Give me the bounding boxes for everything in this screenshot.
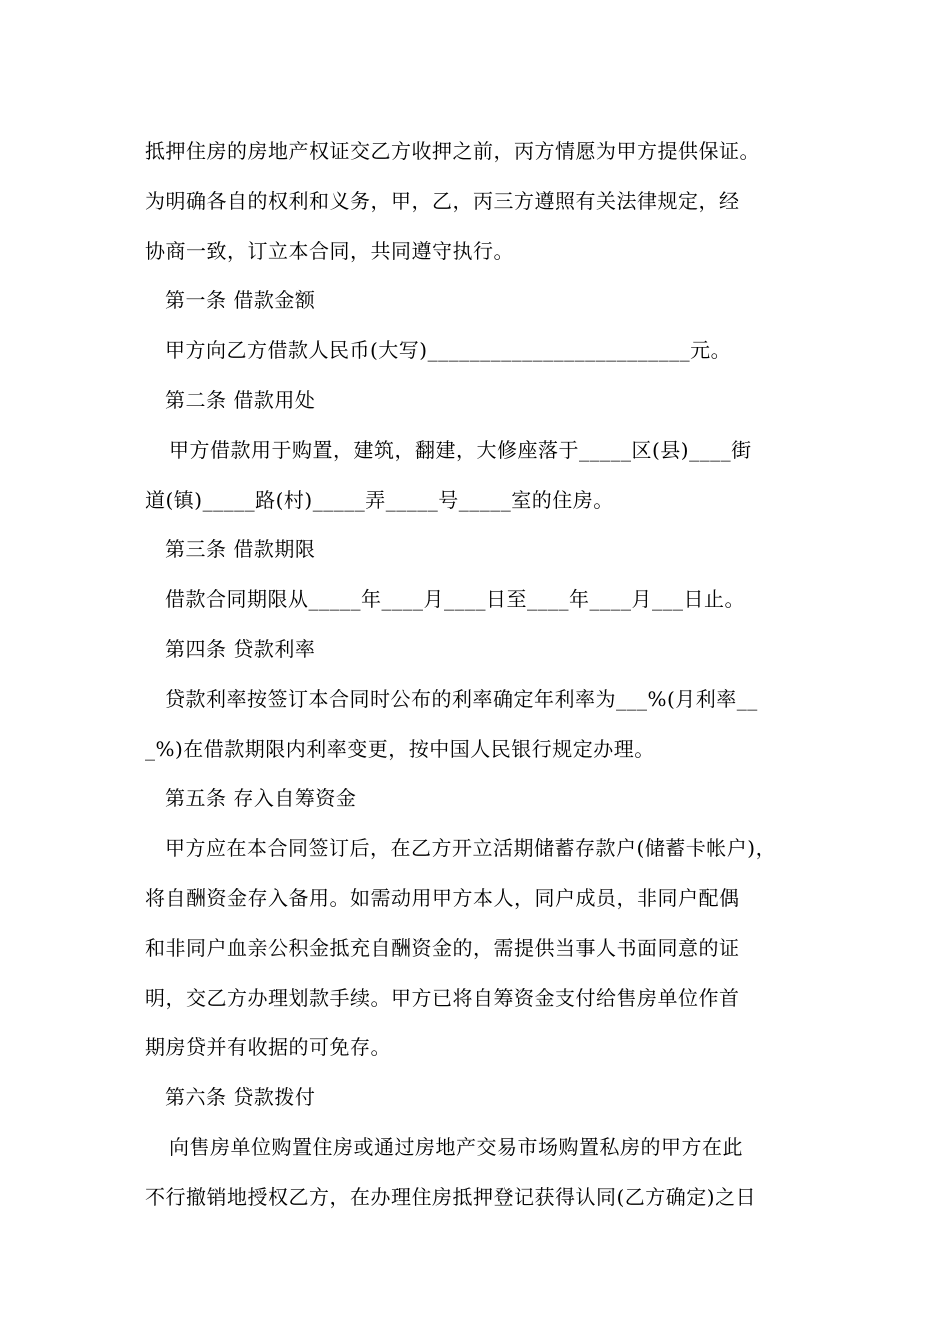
paragraph-line: 甲方向乙方借款人民币(大写)_________________________元。 [165,338,732,363]
article-heading: 第六条 贷款拨付 [165,1085,316,1110]
article-heading: 第四条 贷款利率 [165,636,316,661]
paragraph-line: 为明确各自的权利和义务，甲，乙，丙三方遵照有关法律规定，经 [145,188,740,213]
paragraph-line: 甲方借款用于购置，建筑，翻建，大修座落于_____区(县)____街 [169,437,752,462]
paragraph-line: 明，交乙方办理划款手续。甲方已将自筹资金支付给售房单位作首 [145,985,740,1010]
paragraph-line: _%)在借款期限内利率变更，按中国人民银行规定办理。 [145,736,655,761]
paragraph-line: 不行撤销地授权乙方，在办理住房抵押登记获得认同(乙方确定)之日 [145,1184,757,1209]
paragraph-line: 抵押住房的房地产权证交乙方收押之前，丙方情愿为甲方提供保证。 [145,139,760,163]
article-heading: 第一条 借款金额 [165,288,316,313]
paragraph-line: 将自酬资金存入备用。如需动用甲方本人，同户成员，非同户配偶 [145,885,740,910]
paragraph-line: 甲方应在本合同签订后，在乙方开立活期储蓄存款户(储蓄卡帐户)， [165,836,777,861]
paragraph-line: 协商一致，订立本合同，共同遵守执行。 [145,238,514,263]
article-heading: 第五条 存入自筹资金 [165,786,357,811]
paragraph-line: 向售房单位购置住房或通过房地产交易市场购置私房的甲方在此 [169,1134,743,1159]
paragraph-line: 道(镇)_____路(村)_____弄_____号_____室的住房。 [145,487,614,512]
article-heading: 第三条 借款期限 [165,537,316,562]
paragraph-line: 期房贷并有收据的可免存。 [145,1035,391,1060]
article-heading: 第二条 借款用处 [165,387,316,412]
paragraph-line: 贷款利率按签订本合同时公布的利率确定年利率为___%(月利率__ [165,686,758,711]
paragraph-line: 和非同户血亲公积金抵充自酬资金的，需提供当事人书面同意的证 [145,935,740,960]
paragraph-line: 借款合同期限从_____年____月____日至____年____月___日止。 [165,587,745,612]
document-page [145,127,845,1223]
